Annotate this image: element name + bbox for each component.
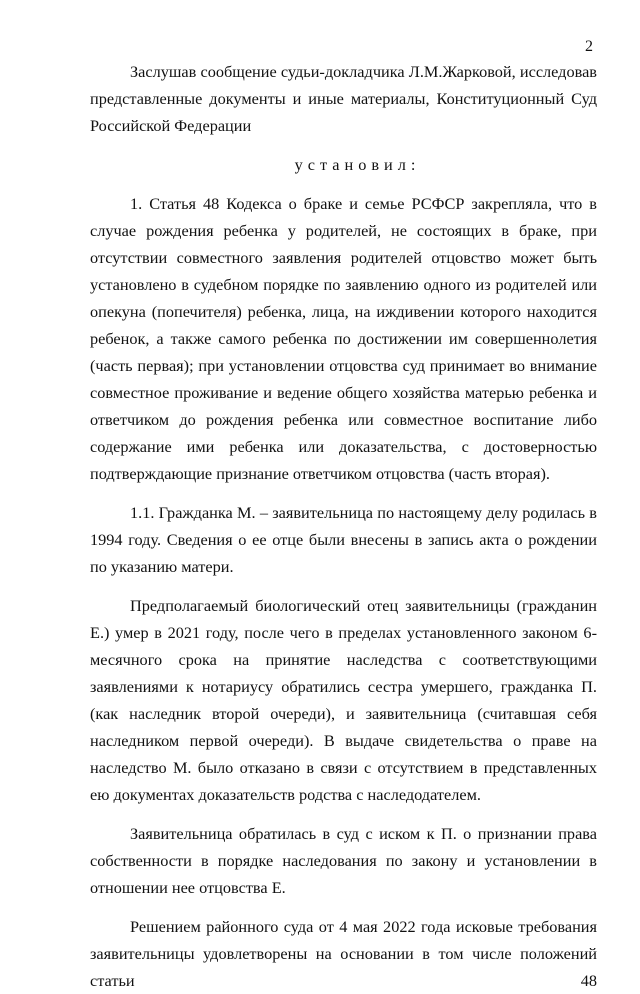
paragraph-biological-father: Предполагаемый биологический отец заявительницы (гражданин Е.) умер в 2021 году, после чего в пределах установленного законом 6-месячного срока на принятие наследства с соответствующими заявлениями к нотариусу обратились сестра умершего, гражданка П. (как наследник второй очереди), и заявительница (считавшая себя наследником первой очереди). В выдаче свидетельства о праве на наследство М. было отказано в связи с отсутствием в представленных ею документах доказательств родства с наследодателем. (90, 596, 597, 804)
paragraph-article-48: 1. Статья 48 Кодекса о браке и семье РСФСР закрепляла, что в случае рождения ребенка у родителей, не состоящих в браке, при отсутствии совместного заявления родителей отцовство может быть установлено в судебном порядке по заявлению одного из родителей или опекуна (попечителя) ребенка, лица, на иждивении которого находится ребенок, а также самого ребенка по достижении им совершеннолетия (часть первая); при установлении отцовства суд принимает во внимание совместное проживание и ведение общего хозяйства матерью ребенка и ответчиком до рождения ребенка или совместное воспитание либо содержание ими ребенка или доказательства, с достоверностью подтверждающие признание ответчиком отцовства (часть вторая). (90, 194, 597, 483)
paragraph-1-1: 1.1. Гражданка М. – заявительница по настоящему делу родилась в 1994 году. Сведения о ее отце были внесены в запись акта о рождении по указанию матери. (90, 503, 597, 576)
paragraph-lawsuit: Заявительница обратилась в суд с иском к П. о признании права собственности в порядке наследования по закону и установлении в отношении нее отцовства Е. (90, 824, 597, 897)
intro-paragraph: Заслушав сообщение судьи-докладчика Л.М.Жарковой, исследовав представленные документы и иные материалы, Конституционный Суд Российской Федерации (90, 62, 597, 135)
paragraph-court-decision: Решением районного суда от 4 мая 2022 года исковые требования заявительницы удовлетворены на основании в том числе положений статьи 48 (90, 917, 597, 990)
page-number: 2 (585, 38, 593, 55)
decision-heading: установил: (294, 155, 421, 174)
document-body (90, 58, 597, 994)
